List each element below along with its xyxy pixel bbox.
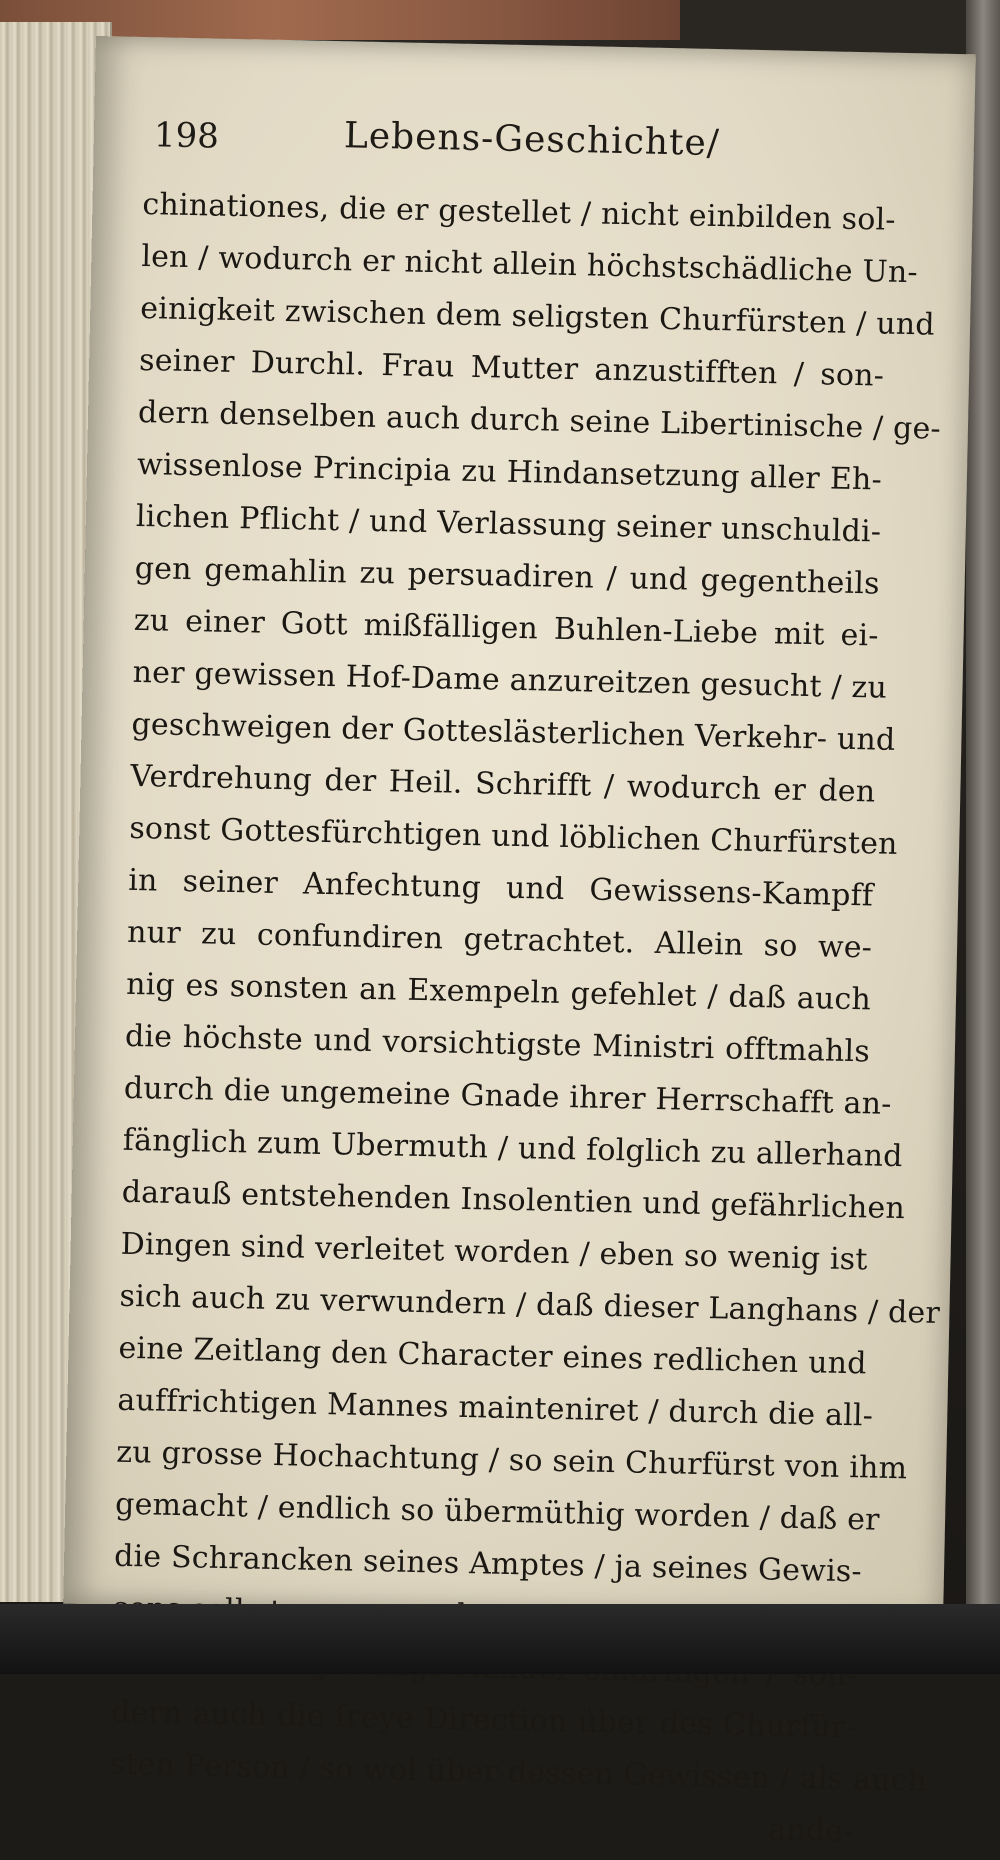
text-line: lichen Pflicht / und Verlassung seiner unschuldi- xyxy=(135,498,882,550)
text-line: eine Zeitlang den Character eines redlichen und xyxy=(118,1330,868,1382)
text-line: sonst Gottesfürchtigen und löblichen Churfürsten xyxy=(129,810,899,862)
text-line: geschweigen der Gotteslästerlichen Verkehr- und xyxy=(131,706,896,758)
text-line: nig es sonsten an Exempeln gefehlet / daß auch xyxy=(125,966,872,1018)
text-line: dern auch die freye Direction über des Churfür- xyxy=(110,1694,857,1746)
book-page xyxy=(63,36,976,1850)
text-line: wissenlose Principia zu Hindansetzung aller Eh- xyxy=(136,446,883,498)
catchword: ande- xyxy=(767,1812,854,1850)
text-line: len / wodurch er nicht allein höchstschädliche Un- xyxy=(141,239,919,291)
running-title: Lebens-Geschichte/ xyxy=(343,115,721,165)
text-line: zu grosse Hochachtung / so sein Churfürst von ihm xyxy=(115,1434,908,1487)
text-line: Dingen sind verleitet worden / eben so wenig ist xyxy=(120,1226,868,1278)
text-line: die Schrancken seines Amptes / ja seines Gewis- xyxy=(113,1538,863,1590)
text-line: ner gewissen Hof-Dame anzureitzen gesucht / zu xyxy=(132,654,888,706)
text-line: die höchste und vorsichtigste Ministri offtmahls xyxy=(124,1018,871,1070)
text-line: dern denselben auch durch seine Libertinische / ge- xyxy=(137,394,942,447)
table-edge xyxy=(0,1604,1000,1674)
text-line: einigkeit zwischen dem seligsten Churfürsten / und xyxy=(139,290,936,343)
text-line: darauß entstehenden Insolentien und gefährlichen xyxy=(121,1174,906,1227)
text-line: durch die ungemeine Gnade ihrer Herrschafft an- xyxy=(123,1070,892,1122)
text-line: gen gemahlin zu persuadiren / und gegentheils xyxy=(134,550,881,602)
text-line: in seiner Anfechtung und Gewissens-Kampff xyxy=(127,862,874,914)
text-line: chinationes, die er gestellet / nicht einbilden sol- xyxy=(142,187,897,238)
page-header xyxy=(153,115,914,191)
text-line: zu einer Gott mißfälligen Buhlen-Liebe mit ei- xyxy=(133,602,879,654)
page-number: 198 xyxy=(153,115,220,157)
text-line: sich auch zu verwundern / daß dieser Langhans / der xyxy=(119,1278,941,1331)
text-line: sten Person / so wol über dessen Gewissen / als auch xyxy=(109,1746,928,1799)
text-line: Verdrehung der Heil. Schrifft / wodurch er den xyxy=(130,758,876,810)
text-line: auffrichtigen Mannes mainteniret / durch die all- xyxy=(117,1382,874,1434)
text-line: gemacht / endlich so übermüthig worden / daß er xyxy=(114,1486,881,1538)
text-line: seiner Durchl. Frau Mutter anzustifften / son- xyxy=(138,342,885,394)
text-line: nur zu confundiren getrachtet. Allein so we- xyxy=(126,914,873,966)
text-line: fänglich zum Ubermuth / und folglich zu allerhand xyxy=(122,1122,904,1175)
